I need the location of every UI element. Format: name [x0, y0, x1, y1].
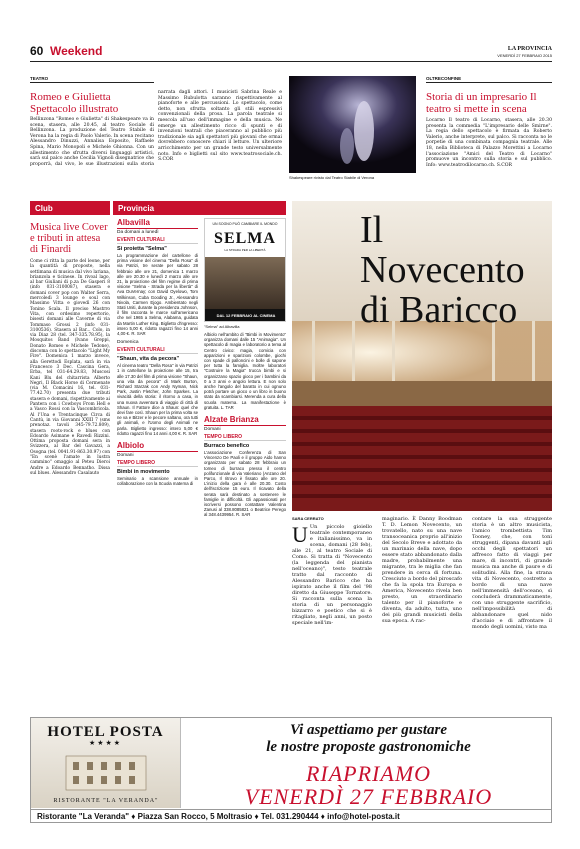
event-category: TEMPO LIBERO — [204, 434, 286, 441]
event-title: Bimbi in movimento — [117, 469, 170, 476]
city-albavilla: Albavilla — [117, 218, 198, 229]
event-when: Da domani a lunedì — [117, 230, 159, 235]
selma-poster — [204, 218, 286, 322]
ristorante-name: RISTORANTE "LA VERANDA" — [53, 798, 159, 804]
ad-big-1: RIAPRIAMO — [305, 761, 432, 786]
poster-caption: "Selma" ad Albavilla — [204, 324, 240, 329]
footer-email: info@hotel-posta.it — [327, 812, 400, 821]
page-number: 60 — [30, 44, 44, 58]
poster-date: DAL 12 FEBBRAIO AL CINEMA — [205, 309, 286, 322]
feature-title: Il Novecento di Baricco — [360, 209, 525, 331]
event-text: Albiolo nell'ambito di "Bimbi in Movimento" organizza domani dalle 15 "Animagia". Un spettacolo di magia e laboratorio a tema al Centro civico: magia, comicia con apparizioni e sparizioni colombe, giochi con spade di palloncini e bolle di sapone per tutta la famiglia. Inoltre laboratori "Costruire la Magia" trucca bimbi e si organizzano spazio gioco per i bambini da 0 a 3 anni e angolo lettura. E non solo anche l'angolo del baratto in cui ognuno potrà portare un gioco o un libro in buono stato da scambiarsi. Merenda a cura della scuola materna. La manifestazione è gratuita. L. TAR — [204, 332, 286, 410]
event-category: EVENTI CULTURALI — [117, 347, 198, 354]
footer-address: Piazza San Rocco, 5 Moltrasio — [137, 812, 253, 821]
event-category: TEMPO LIBERO — [117, 460, 198, 467]
tab-provincia: Provincia — [113, 201, 286, 215]
poster-image — [205, 257, 286, 309]
event-title: "Shaun, vita da pecora" — [117, 356, 180, 363]
event-when: Domani — [204, 427, 221, 433]
kicker: TEATRO — [30, 76, 154, 83]
footer-name: Ristorante "La Veranda" — [37, 812, 130, 821]
article-title: Romeo e Giulietta Spettacolo illustrato — [30, 91, 119, 115]
poster-title: SELMA — [214, 229, 276, 247]
footer-phone: Tel. 031.290444 — [260, 812, 319, 821]
article-text: Bellinzona "Romeo e Giulietta" di Shakespeare va in scena, stasera, alle 20.45, al teatro Sociale di Bellinzona. La produzione del Teatro Stabile di Verona ha la regia di Paolo Valerio. In scena recitano Alessandro Dinuzzi, Annalisa Esposito, Raffaele Spina, Mario Monopoli e Michele Ghionna. Con un allestimento che sfrutta diversi linguaggi artistici, sarà sul palco anche Cecilia Vignoli disegnatrice che proporrà, dal vivo, le sue illustrazioni sulla storia narrata dagli attori. I musicisti Sabrina Reale e Massimo Rubulotta saranno rispettivamente al pianoforte e alle percussioni. Lo spettacolo, come detto, non sfrutta soltanto gli stili espressivi convenzionali della prosa. La parola teatrale si mescola all'uso dell'immagine e della musica. Ne emerge un allestimento ricco di spunti e di invenzioni teatrali che piaceranno al pubblico più tradizionale sia agli spettatori più giovani che ormai dovrebbero conoscere chiari il letture. Un ulteriore arricchimento per un grande testo universalmente noto. Info e biglietti sul sito www.teatrosociale.ch. S.COR — [30, 90, 282, 167]
provincia-col1 — [117, 218, 198, 712]
article-body: Locarno Il teatro di Locarno, stasera, alle 20.30 presenta la commedia "L'impresario delle Smirne". La regia dello spettacolo è firmata da Roberto Valerio, anche interprete, sul palco. Si racconta no le porpetie di una combinata compagnia teatrale. Alle 18, nella Biblioteca di Palazzo Morettini a Locarno l'associazione "Amici del Teatro di Locarno" promuove un incontro sulla storia e sul pubblico. Info: www.teatrodilocarno.ch. S.COR — [426, 118, 552, 168]
ad-footer — [31, 809, 551, 823]
header-rule — [30, 61, 552, 62]
ad-line-2: le nostre proposte gastronomiche — [266, 739, 471, 755]
city-albiolo: Albiolo — [117, 441, 198, 452]
bullet-icon: ♦ — [320, 812, 328, 821]
club-column — [30, 222, 110, 476]
kicker: OLTRECONFINE — [426, 76, 552, 83]
poster-subtitle: LA STRADA PER LA LIBERTÀ — [224, 247, 266, 252]
event-title: Si proietta "Selma" — [117, 246, 167, 252]
issue-date: VENERDÌ 27 FEBBRAIO 2015 — [497, 53, 552, 58]
provincia-col2 — [204, 218, 286, 712]
masthead: LA PROVINCIA — [507, 46, 552, 52]
tab-club: Club — [30, 201, 110, 215]
feature-col2: maginario. È Danny Boodman T. D. Lemon Novecento, un trovatello, nato su una nave transoceanica proprio all'inizio del Secolo Breve e adottato da un marinaio della nave, dopo essere stato abbandonato dalla madre, probabilmente una migrante, tra le miglia che fan prendere in cerca di fortuna. Cresciuto a bordo del piroscafo che fa la spola tra Europa e America, Novecento rivela ben presto, un straordinario talento per il pianoforte e diventa, da adulto, tutta, uno dei più grandi musicisti della sua epoca. A rac- — [382, 516, 462, 624]
event-text: La programmazione del cartellone di prima visione del cinema "Della Rosa" di via Patrizi, tre serate per sabato 28 febbraio alle ore 21, domenica 1 marzo alle ore 20.30 e lunedì 2 marzo alle ore 21, la proiezione del film regime di prima visione "Selma - Strada per la libertà" di Ava DuVernay; con David Oyelowo, Tom Wilkinson, Cuba Gooding Jr., Alessandro Nivola, Carmen Ejogo. Ambientato negli Stati Uniti, durante la presidenza Johnson, il film racconta le marce sull'americano che nel 1965 a Selma, Alabama, guidata da Martin Luther King. Biglietto d'ingresso: intero 5,00 €, ridotto ragazzi fino 14 anni 4,00 €. R. SAR — [117, 253, 198, 337]
hotel-logo-box — [31, 718, 181, 808]
poster-tagline: UN SOGNO PUÒ CAMBIARE IL MONDO — [212, 222, 278, 226]
ad-big-2: VENERDÌ 27 FEBBRAIO — [244, 784, 493, 809]
feature-col1 — [292, 524, 372, 626]
feature-text-1: Un piccolo gioiello teatrale contemporaneo e italianissimo, va in scena, domani (28 feb), alle 21, al teatro Sociale di Como. Si tratta di "Novecento (la leggenda del pianista nell'oceano)", testo teatrale tratto dal racconto di Alessandro Baricco che ha ispirato anche il film del '98 diretto da Giuseppe Tornatore. Si racconta sulla scena la storia di un personaggio bizzarro e poetico che si è ritagliato, negli anni, un posto speciale nell'im- — [292, 524, 372, 626]
hotel-name: HOTEL POSTA — [47, 724, 164, 740]
bullet-icon: ♦ — [131, 812, 138, 821]
hotel-building-icon — [31, 748, 181, 796]
event-category: EVENTI CULTURALI — [117, 237, 198, 244]
stage-photo — [289, 76, 416, 173]
bullet-icon: ♦ — [254, 812, 261, 821]
article-title: Storia di un impresario Il teatro si mette in scena — [426, 91, 537, 115]
event-text: Seminario a scansione annuale in collaborazione con la Scuola materna di — [117, 476, 198, 487]
event-text: L'associazione Conferenza di San Vincenzo De Paoli e il gruppo Aido hanno organizzato per sabato 28 febbraio un torneo di burraco presso il centro polifunzionale di via Valeriano (Anzano del Parco, Il ritrovo è fissato alle ore 20. L'inizio della gara è alle 20.30. Costo dell'iscrizione 15 euro. Il ricavato della serata sarà destinato a sostenere le famiglie in difficoltà. Gli appassionati per iscriversi possono contattare Valentina Zanusi al 338.8085821 o Beatrice Perego al 348.4439954. R. SAR — [204, 450, 286, 518]
event-when: Domenica — [117, 340, 139, 346]
event-text: Al cinema teatro "Della Rosa" in via Patrizi 1 in cartellone la proiezione alle 15, tra alle 17.30 del film di prima visione "Shaun, una vita da pecora" di Mark Burton, Richard Starzak con Andy Nyman, Nick Park, Justin Fletcher, John Sparkes. La vivacità della storia: il ritorno a casa, in una nuova avventura di viaggio di città di Shaun. Il Fattore dice a Shaun: quel che devi fare così. Shaun per la prima volta se ne va e Bitzer e le pecore saltano, ora tutti gli animali, e l'Uomo degli Animali ne parla. Biglietto ingresso: intero 5,00 € ridotto ragazzi fino 14 anni 4,00 €. R. SAR — [117, 363, 198, 436]
club-body: Come ci ritta la parte del leone, per la quantità di proposte, nella settimana di musica dal vivo lariana, brianzola e ticinese. In rivoal lago, al bar Giuliani di p.za De Gasperi 8 (info 031-3100087), stasera e domani cover pop con Walter Serra, mercoledì 3 lounge e soul con Massimo Vitta e giovedì 26 con Tonino Scala. Il preciso Mastrro Vita, con ordesimo repertorio, bisesti domani alle Caverne di via Tommaso Grossi 2 (info 031-3100536). Stasera al Bar... Colo, in via Diaz 28 (tel. 347-335.78.95), la Mosquitos Band (Ivano Greppi, Donato Romeo e Michele Tedone), discoma con lo spettacolo "Light My Fire". Domenica 1 marzo invece, alla Gerettodi Esplata, sarà in via Francesco 3 Dec. Cascina Gera, Erba, tel 031-64.29.83, Muscosi Kani Blu del chitarrista Alberto Negri, Il Black Horse di Cermenate (via M. Comacini 16, tel. 031-77.42.70) presenta due tributi stasera e domani, rispettivamente ai Pantera con i Cowboys From Hell e a Vasco Rossi con la Vascombricola. Al l'Una e Trentacinque Circa di Cantù, in via Giovanni XXIII 7 (sms prenotaz. tavoli 345-79.72.809), stasera roots-rock e blues con Edoardo Asimane e Ravedi Rizzini. Ottima proposta domani sera in Svizzera, al Bar del Gavazzi, a Osogna (tel. 0041.91-863.30.97) con "En scenè l'amate in lustra cammino" omaggio al Peteu Dieroi Andre a Edoardo Bennatho. Dissa sul blues. Alessandro Casalauto — [30, 259, 111, 476]
feature-author: SARA CERRATO — [292, 516, 324, 521]
event-when: Domani — [117, 453, 134, 459]
advertisement — [30, 717, 552, 823]
feature-col3: contare la sua struggente storia è un altro musicista, l'amico trombettista Tim Tooney, che, con toni struggenti, dipana davanti agli occhi degli spettatori un affresco fatto di viaggi per mare, di incontri, di grande musica ma anche di paure e di solitudini. Alla fine, la strana vita di Novecento, costretto a bordo di una nave nell'immensità dell'oceano, sì concluderà drammaticamente, con uno struggente sacrificio, nell'impossibilità di abbandonare quel nido d'acciaio e di affrontare il mondo degli uomini, visto ma — [472, 516, 552, 630]
event-title: Burraco benefico — [204, 443, 250, 450]
stars-icon: ★★★★ — [88, 739, 123, 747]
article-romeo — [30, 76, 282, 196]
club-title: Musica live Cover e tributi in attesa di Finardi — [30, 222, 108, 255]
section-name: Weekend — [50, 44, 103, 58]
city-alzate: Alzate Brianza — [204, 415, 286, 426]
photo-shakespeare — [289, 76, 416, 173]
article-impresario — [426, 76, 552, 168]
photo-caption: Shakespeare rivisto dal Teatro Stabile di Verona — [289, 175, 375, 180]
ad-line-1: Vi aspettiamo per gustare — [289, 722, 448, 738]
drop-cap: U — [292, 522, 308, 547]
